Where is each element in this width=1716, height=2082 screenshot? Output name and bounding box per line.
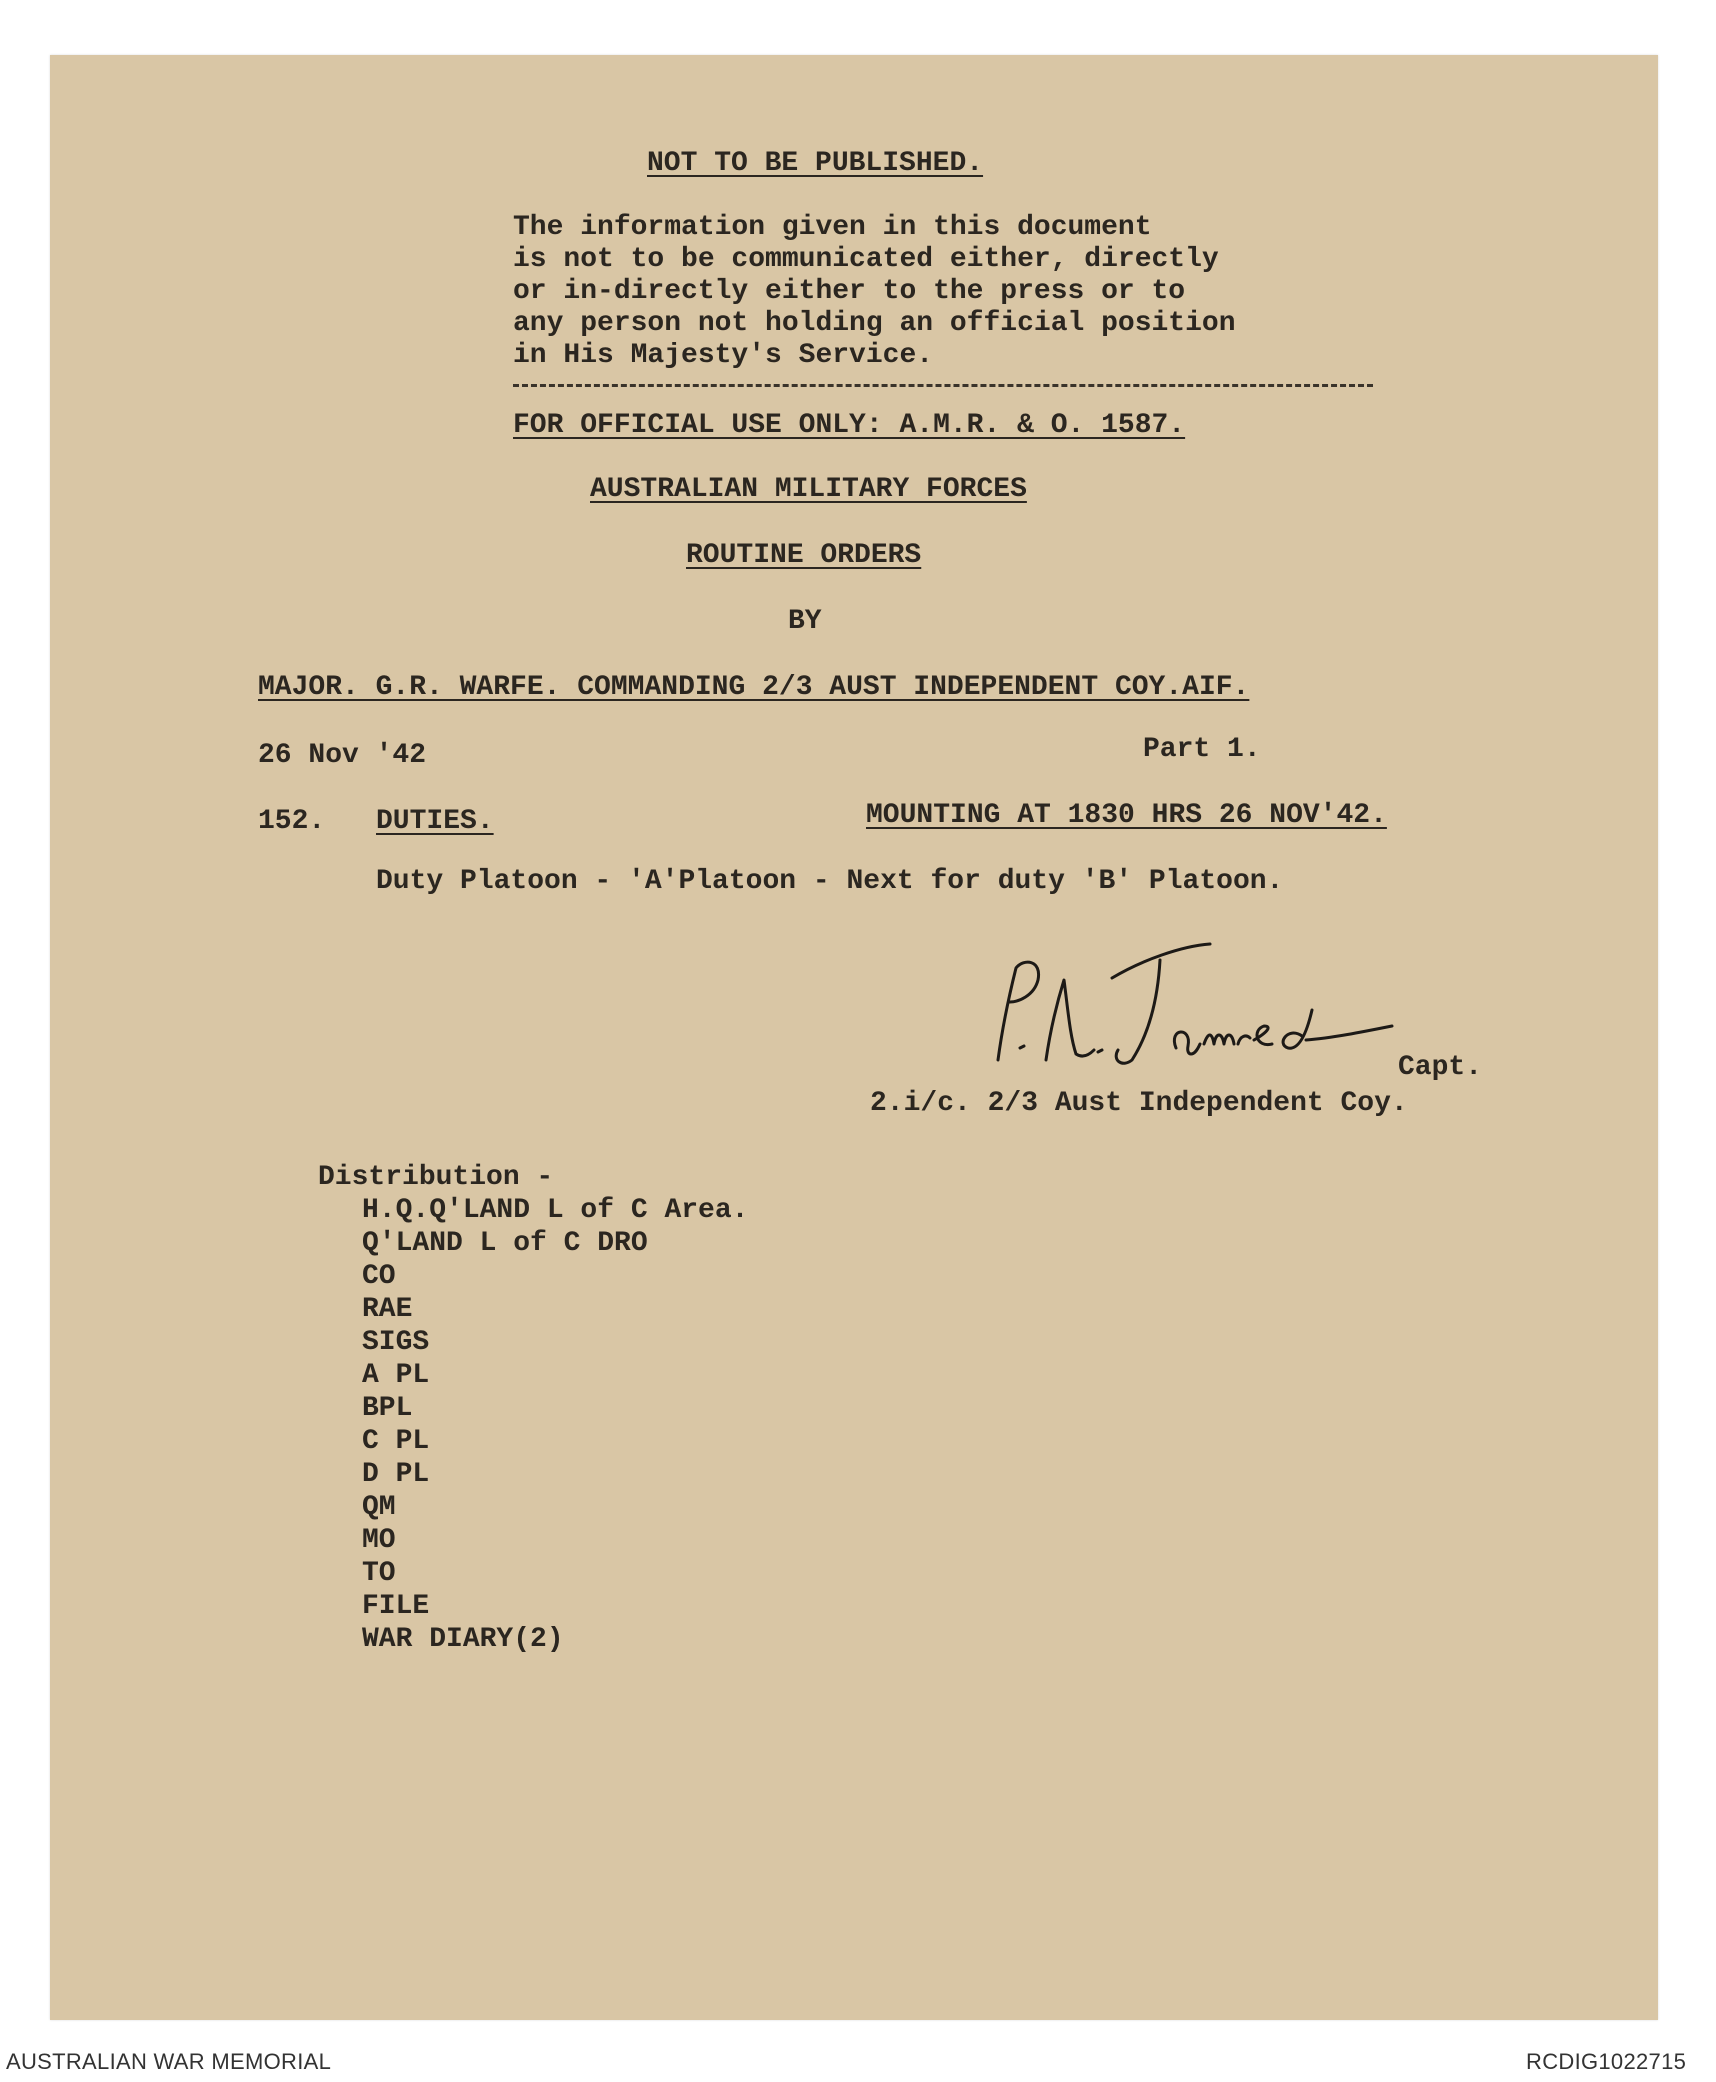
notice-line-5: in His Majesty's Service. — [513, 340, 934, 371]
item-title: DUTIES. — [376, 806, 494, 837]
notice-line-2: is not to be communicated either, directly — [513, 244, 1219, 275]
distribution-heading: Distribution - — [318, 1162, 554, 1193]
distribution-item: D PL — [362, 1459, 430, 1490]
forces-heading: AUSTRALIAN MILITARY FORCES — [590, 474, 1027, 505]
archive-reference: RCDIG1022715 — [1526, 2049, 1687, 2074]
notice-line-3: or in-directly either to the press or to — [513, 276, 1186, 307]
signatory-position: 2.i/c. 2/3 Aust Independent Coy. — [870, 1088, 1408, 1119]
archive-credit: AUSTRALIAN WAR MEMORIAL — [6, 2049, 332, 2074]
by-label: BY — [788, 606, 822, 637]
distribution-item: TO — [362, 1558, 396, 1589]
distribution-item: FILE — [362, 1591, 430, 1622]
distribution-item: SIGS — [362, 1327, 430, 1358]
distribution-item: BPL — [362, 1393, 413, 1424]
not-to-be-published-title: NOT TO BE PUBLISHED. — [647, 148, 984, 179]
distribution-item: RAE — [362, 1294, 413, 1325]
distribution-item: WAR DIARY(2) — [362, 1624, 564, 1655]
distribution-item: A PL — [362, 1360, 430, 1391]
official-use-line: FOR OFFICIAL USE ONLY: A.M.R. & O. 1587. — [513, 410, 1186, 441]
distribution-item: QM — [362, 1492, 396, 1523]
signatory-rank: Capt. — [1398, 1052, 1483, 1083]
distribution-item: H.Q.Q'LAND L of C Area. — [362, 1195, 749, 1226]
distribution-item: C PL — [362, 1426, 430, 1457]
notice-line-4: any person not holding an official position — [513, 308, 1236, 339]
item-number: 152. — [258, 806, 326, 837]
part-label: Part 1. — [1143, 734, 1261, 765]
handwritten-signature — [972, 940, 1412, 1070]
distribution-item: CO — [362, 1261, 396, 1292]
mounting-line: MOUNTING AT 1830 HRS 26 NOV'42. — [866, 800, 1387, 831]
dashed-divider — [513, 384, 1373, 387]
distribution-item: Q'LAND L of C DRO — [362, 1228, 648, 1259]
duty-platoon-line: Duty Platoon - 'A'Platoon - Next for duty 'B' Platoon. — [376, 866, 1284, 897]
routine-orders-heading: ROUTINE ORDERS — [686, 540, 922, 571]
notice-line-1: The information given in this document — [513, 212, 1152, 243]
distribution-item: MO — [362, 1525, 396, 1556]
order-date: 26 Nov '42 — [258, 740, 427, 771]
commander-line: MAJOR. G.R. WARFE. COMMANDING 2/3 AUST INDEPENDENT COY.AIF. — [258, 672, 1250, 703]
